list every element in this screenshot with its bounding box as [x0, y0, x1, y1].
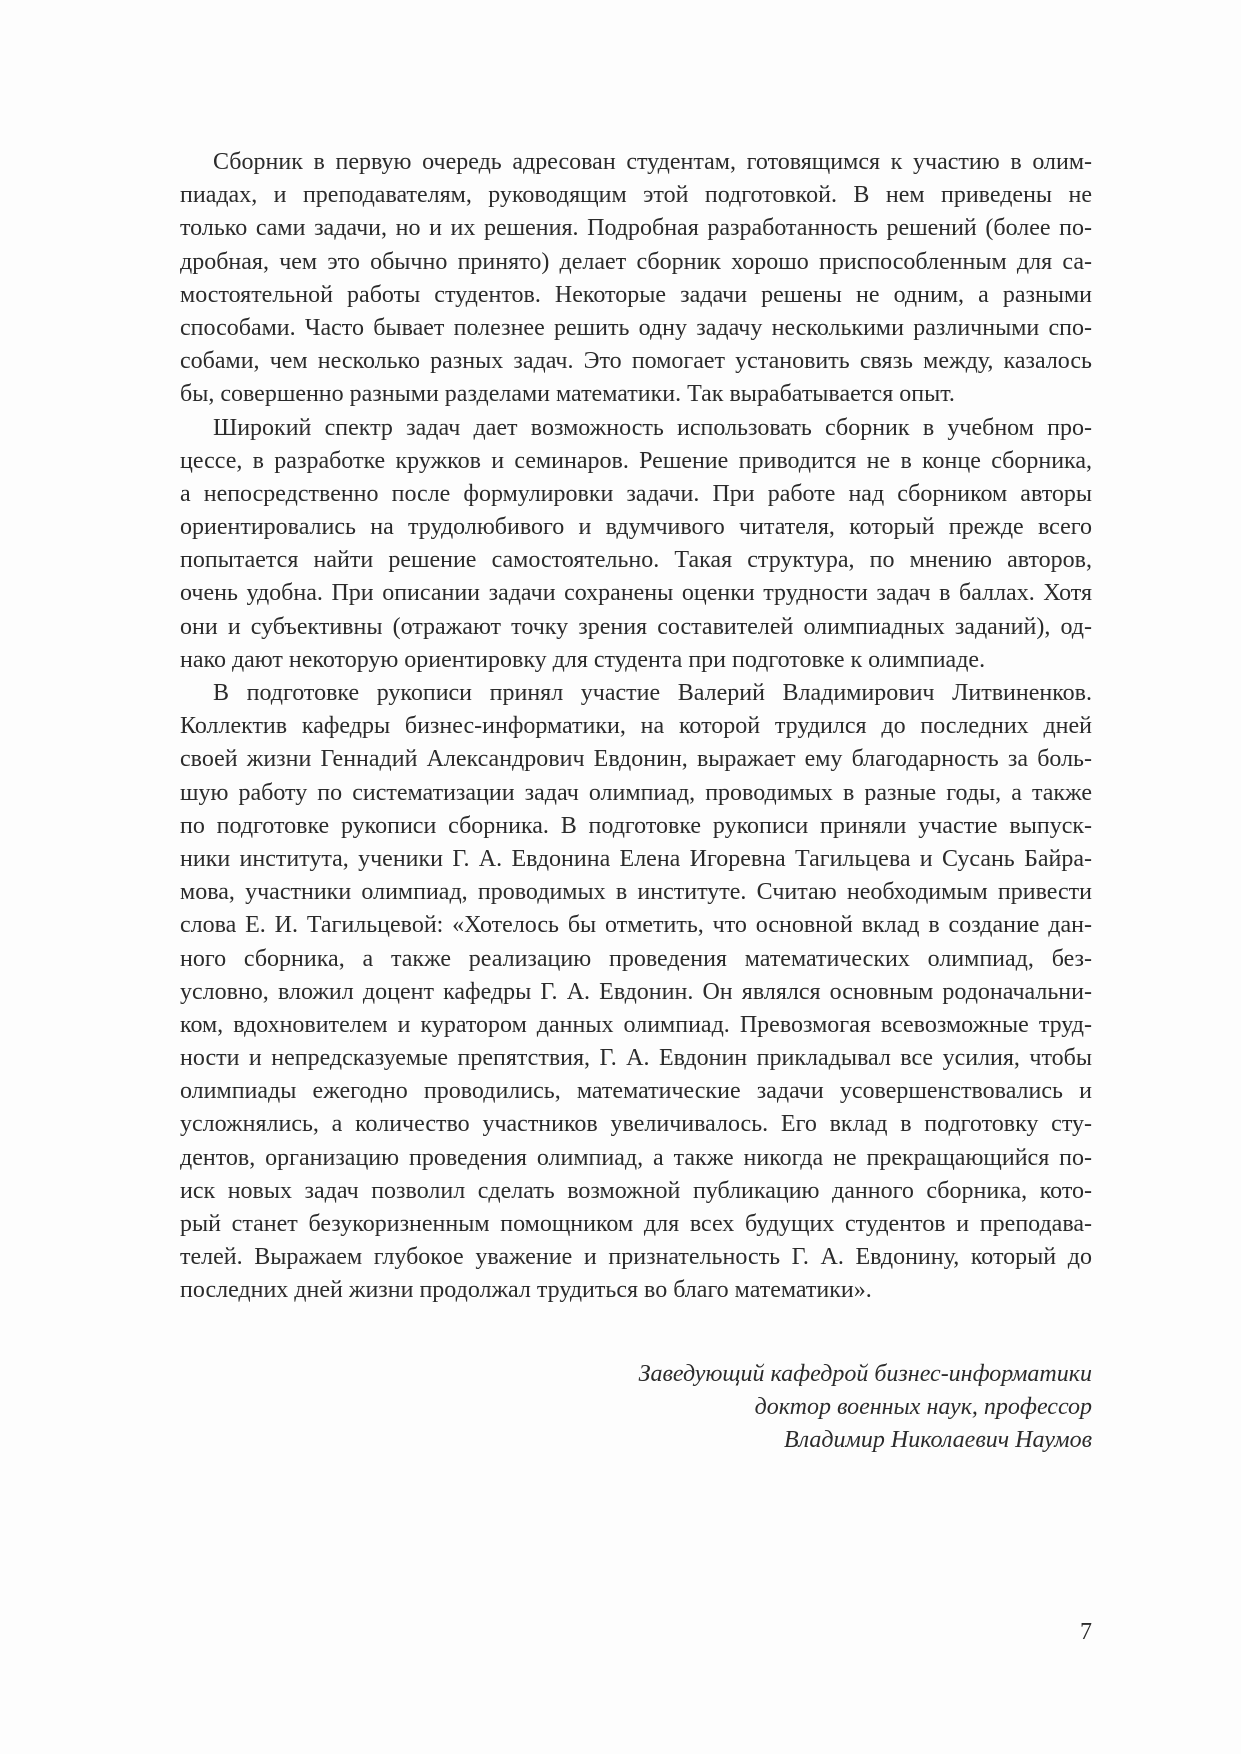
text-line: В подготовке рукописи принял участие Валерий Владимирович Литвиненков.	[213, 680, 1092, 706]
paragraph	[180, 412, 1092, 678]
text-line: Широкий спектр задач дает возможность использовать сборник в учебном про-	[213, 414, 1092, 441]
text-line: телей. Выражаем глубокое уважение и признательность Г. А. Евдонину, который до	[180, 1244, 1092, 1271]
paragraph	[180, 146, 1092, 412]
text-line: ности и непредсказуемые препятствия, Г. А. Евдонин прикладывал все усилия, чтобы	[180, 1045, 1092, 1072]
text-line: мова, участники олимпиад, проводимых в институте. Считаю необходимым привести	[180, 879, 1092, 906]
body-text	[180, 146, 1092, 1308]
text-line: ники института, ученики Г. А. Евдонина Елена Игоревна Тагильцева и Сусань Байра-	[180, 845, 1092, 872]
text-line: рый станет безукоризненным помощником для всех будущих студентов и преподава-	[180, 1211, 1092, 1237]
text-line: способами. Часто бывает полезнее решить одну задачу несколькими различными спо-	[180, 314, 1092, 341]
text-line: а непосредственно после формулировки задачи. При работе над сборником авторы	[180, 480, 1092, 507]
text-line: нако дают некоторую ориентировку для студента при подготовке к олимпиаде.	[180, 646, 986, 673]
signature-name: Владимир Николаевич Наумов	[783, 1427, 1092, 1453]
text-line: усложнялись, а количество участников увеличивалось. Его вклад в подготовку сту-	[180, 1111, 1092, 1138]
text-line: дентов, организацию проведения олимпиад, а также никогда не прекращающийся по-	[180, 1144, 1092, 1171]
text-line: цессе, в разработке кружков и семинаров. Решение приводится не в конце сборника,	[180, 447, 1092, 474]
text-line: бы, совершенно разными разделами математики. Так вырабатывается опыт.	[180, 381, 955, 408]
signature-block	[639, 1358, 1092, 1457]
text-line: ориентировались на трудолюбивого и вдумчивого читателя, который прежде всего	[180, 514, 1092, 541]
text-line: шую работу по систематизации задач олимпиад, проводимых в разные годы, а также	[180, 779, 1092, 806]
text-line: очень удобна. При описании задачи сохранены оценки трудности задач в баллах. Хотя	[180, 580, 1092, 607]
text-line: по подготовке рукописи сборника. В подготовке рукописи приняли участие выпуск-	[180, 812, 1092, 839]
text-line: условно, вложил доцент кафедры Г. А. Евдонин. Он являлся основным родоначальни-	[180, 978, 1092, 1005]
paragraph	[180, 677, 1092, 1308]
text-line: пиадах, и преподавателям, руководящим этой подготовкой. В нем приведены не	[180, 182, 1092, 209]
text-line: слова Е. И. Тагильцевой: «Хотелось бы отметить, что основной вклад в создание дан-	[180, 912, 1092, 939]
text-line: олимпиады ежегодно проводились, математические задачи усовершенствовались и	[180, 1078, 1092, 1105]
text-line: ного сборника, а также реализацию проведения математических олимпиад, без-	[180, 945, 1092, 972]
text-line: Коллектив кафедры бизнес-информатики, на которой трудился до последних дней	[180, 713, 1092, 740]
page-number: 7	[1080, 1619, 1092, 1645]
text-line: ком, вдохновителем и куратором данных олимпиад. Превозмогая всевозможные труд-	[180, 1011, 1092, 1038]
text-line: попытается найти решение самостоятельно. Такая структура, по мнению авторов,	[180, 547, 1092, 574]
text-line: иск новых задач позволил сделать возможной публикацию данного сборника, кото-	[180, 1177, 1092, 1204]
text-line: собами, чем несколько разных задач. Это помогает установить связь между, казалось	[180, 348, 1092, 375]
signature-degree: доктор военных наук, профессор	[754, 1394, 1092, 1420]
text-line: только сами задачи, но и их решения. Подробная разработанность решений (более по-	[180, 215, 1092, 242]
text-line: своей жизни Геннадий Александрович Евдонин, выражает ему благодарность за боль-	[180, 746, 1092, 773]
signature-position: Заведующий кафедрой бизнес-информатики	[638, 1361, 1092, 1387]
text-line: они и субъективны (отражают точку зрения составителей олимпиадных заданий), од-	[180, 613, 1092, 640]
text-line: последних дней жизни продолжал трудиться во благо математики».	[180, 1277, 872, 1304]
text-line: Сборник в первую очередь адресован студентам, готовящимся к участию в олим-	[213, 149, 1092, 175]
text-line: мостоятельной работы студентов. Некоторые задачи решены не одним, а разными	[180, 281, 1092, 308]
text-line: дробная, чем это обычно принято) делает сборник хорошо приспособленным для са-	[180, 248, 1092, 275]
